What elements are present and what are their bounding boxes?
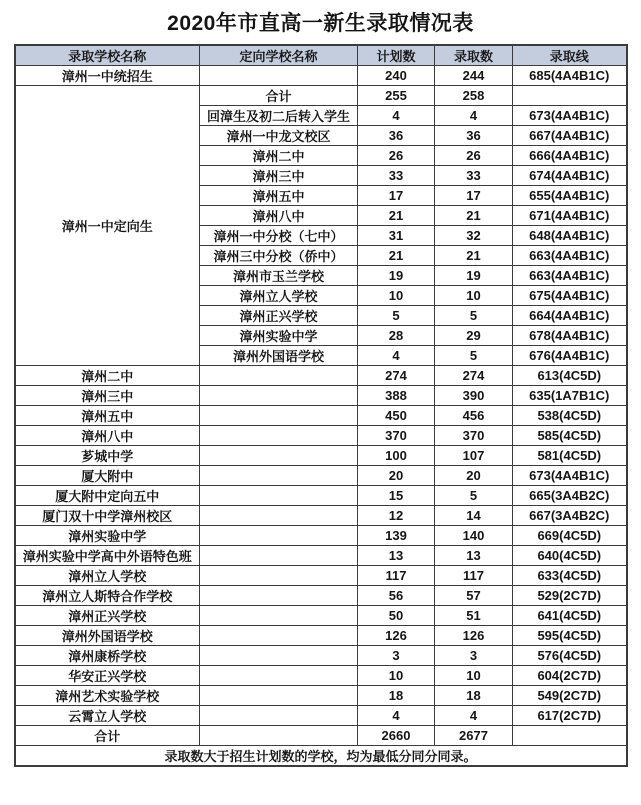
table-cell: 667(3A4B2C)	[513, 506, 627, 526]
table-cell: 21	[435, 206, 513, 226]
table-cell: 57	[435, 586, 513, 606]
table-cell: 5	[358, 306, 435, 326]
table-cell: 255	[358, 86, 435, 106]
table-cell: 29	[435, 326, 513, 346]
page-title: 2020年市直高一新生录取情况表	[167, 12, 474, 35]
table-cell: 673(4A4B1C)	[513, 466, 627, 486]
footer-note: 录取数大于招生计划数的学校，均为最低分同分同录。	[15, 746, 627, 767]
table-cell: 32	[435, 226, 513, 246]
table-cell: 漳州康桥学校	[15, 646, 200, 666]
table-cell: 回漳生及初二后转入学生	[200, 106, 358, 126]
table-cell: 漳州正兴学校	[200, 306, 358, 326]
table-cell: 3	[358, 646, 435, 666]
table-row	[15, 546, 627, 566]
table-cell: 厦门双十中学漳州校区	[15, 506, 200, 526]
table-cell: 258	[435, 86, 513, 106]
table-cell: 529(2C7D)	[513, 586, 627, 606]
table-cell: 50	[358, 606, 435, 626]
table-cell: 663(4A4B1C)	[513, 266, 627, 286]
table-cell: 华安正兴学校	[15, 666, 200, 686]
table-cell	[200, 726, 358, 746]
table-cell: 芗城中学	[15, 446, 200, 466]
table-cell: 21	[358, 246, 435, 266]
table-cell: 674(4A4B1C)	[513, 166, 627, 186]
table-cell: 漳州外国语学校	[15, 626, 200, 646]
table-cell: 漳州实验中学高中外语特色班	[15, 546, 200, 566]
table-cell: 5	[435, 306, 513, 326]
table-cell: 100	[358, 446, 435, 466]
table-cell: 678(4A4B1C)	[513, 326, 627, 346]
column-header: 录取数	[435, 45, 513, 66]
table-cell: 274	[358, 366, 435, 386]
table-cell: 663(4A4B1C)	[513, 246, 627, 266]
table-cell: 36	[358, 126, 435, 146]
table-cell	[200, 406, 358, 426]
table-row	[15, 486, 627, 506]
table-cell: 3	[435, 646, 513, 666]
table-cell: 28	[358, 326, 435, 346]
table-row	[15, 366, 627, 386]
table-cell: 漳州立人学校	[200, 286, 358, 306]
table-cell: 456	[435, 406, 513, 426]
table-cell: 617(2C7D)	[513, 706, 627, 726]
footer-note-row	[15, 746, 627, 767]
table-row	[15, 86, 627, 106]
table-row	[15, 386, 627, 406]
table-cell: 19	[358, 266, 435, 286]
table-cell: 685(4A4B1C)	[513, 66, 627, 86]
group-cell: 漳州一中定向生	[15, 86, 200, 366]
table-row	[15, 686, 627, 706]
table-cell: 117	[435, 566, 513, 586]
table-row	[15, 426, 627, 446]
table-cell: 675(4A4B1C)	[513, 286, 627, 306]
table-cell: 21	[358, 206, 435, 226]
table-cell	[200, 486, 358, 506]
table-cell: 126	[358, 626, 435, 646]
table-cell: 漳州立人学校	[15, 566, 200, 586]
table-cell	[513, 86, 627, 106]
table-cell: 漳州三中	[200, 166, 358, 186]
table-footer	[15, 746, 627, 767]
table-cell: 635(1A7B1C)	[513, 386, 627, 406]
table-cell: 117	[358, 566, 435, 586]
table-cell: 595(4C5D)	[513, 626, 627, 646]
table-cell: 33	[358, 166, 435, 186]
table-cell	[200, 546, 358, 566]
table-cell: 2660	[358, 726, 435, 746]
table-cell: 14	[435, 506, 513, 526]
table-cell: 388	[358, 386, 435, 406]
table-row	[15, 446, 627, 466]
table-cell: 19	[435, 266, 513, 286]
table-cell: 26	[435, 146, 513, 166]
table-body	[15, 66, 627, 746]
table-row	[15, 566, 627, 586]
table-cell: 漳州正兴学校	[15, 606, 200, 626]
table-cell: 漳州外国语学校	[200, 346, 358, 366]
table-cell	[200, 686, 358, 706]
table-cell: 2677	[435, 726, 513, 746]
table-cell	[200, 586, 358, 606]
table-cell: 671(4A4B1C)	[513, 206, 627, 226]
table-cell: 581(4C5D)	[513, 446, 627, 466]
table-cell: 漳州五中	[15, 406, 200, 426]
table-cell: 17	[358, 186, 435, 206]
table-cell	[200, 666, 358, 686]
table-cell: 613(4C5D)	[513, 366, 627, 386]
table-row	[15, 726, 627, 746]
table-row	[15, 66, 627, 86]
total-row-cell: 合计	[15, 726, 200, 746]
table-cell: 139	[358, 526, 435, 546]
table-cell: 585(4C5D)	[513, 426, 627, 446]
table-cell: 17	[435, 186, 513, 206]
table-cell: 641(4C5D)	[513, 606, 627, 626]
table-cell	[200, 506, 358, 526]
table-cell: 10	[435, 286, 513, 306]
table-cell: 漳州二中	[15, 366, 200, 386]
table-cell: 676(4A4B1C)	[513, 346, 627, 366]
table-cell: 669(4C5D)	[513, 526, 627, 546]
table-cell	[200, 446, 358, 466]
table-cell: 33	[435, 166, 513, 186]
column-header: 录取线	[513, 45, 627, 66]
admissions-table	[14, 44, 628, 767]
table-cell: 5	[435, 486, 513, 506]
table-cell: 604(2C7D)	[513, 666, 627, 686]
table-cell	[513, 726, 627, 746]
table-cell: 合计	[200, 86, 358, 106]
table-cell: 107	[435, 446, 513, 466]
table-cell: 673(4A4B1C)	[513, 106, 627, 126]
table-cell: 370	[358, 426, 435, 446]
table-row	[15, 646, 627, 666]
table-row	[15, 666, 627, 686]
table-cell: 31	[358, 226, 435, 246]
table-cell	[200, 646, 358, 666]
table-cell: 漳州实验中学	[200, 326, 358, 346]
table-cell	[200, 366, 358, 386]
table-cell: 126	[435, 626, 513, 646]
table-cell: 5	[435, 346, 513, 366]
table-cell: 13	[358, 546, 435, 566]
table-cell: 18	[358, 686, 435, 706]
column-header: 计划数	[358, 45, 435, 66]
table-cell: 664(4A4B1C)	[513, 306, 627, 326]
table-cell: 450	[358, 406, 435, 426]
table-cell: 漳州三中	[15, 386, 200, 406]
table-cell: 370	[435, 426, 513, 446]
table-cell: 云霄立人学校	[15, 706, 200, 726]
table-cell: 21	[435, 246, 513, 266]
table-cell: 633(4C5D)	[513, 566, 627, 586]
table-cell: 12	[358, 506, 435, 526]
table-cell: 666(4A4B1C)	[513, 146, 627, 166]
table-cell: 厦大附中	[15, 466, 200, 486]
table-cell: 10	[358, 286, 435, 306]
table-cell: 4	[358, 346, 435, 366]
table-cell	[200, 386, 358, 406]
table-header	[15, 45, 627, 66]
table-cell: 漳州市玉兰学校	[200, 266, 358, 286]
table-cell: 640(4C5D)	[513, 546, 627, 566]
table-cell: 漳州一中分校（七中）	[200, 226, 358, 246]
table-cell: 厦大附中定向五中	[15, 486, 200, 506]
table-cell: 漳州五中	[200, 186, 358, 206]
table-cell: 36	[435, 126, 513, 146]
table-cell: 665(3A4B2C)	[513, 486, 627, 506]
table-cell: 漳州二中	[200, 146, 358, 166]
table-cell: 140	[435, 526, 513, 546]
table-row	[15, 406, 627, 426]
table-cell: 244	[435, 66, 513, 86]
header-row	[15, 45, 627, 66]
table-cell: 漳州一中统招生	[15, 66, 200, 86]
table-row	[15, 706, 627, 726]
table-cell: 655(4A4B1C)	[513, 186, 627, 206]
column-header: 录取学校名称	[15, 45, 200, 66]
column-header: 定向学校名称	[200, 45, 358, 66]
table-cell	[200, 606, 358, 626]
table-row	[15, 606, 627, 626]
table-cell: 13	[435, 546, 513, 566]
table-cell: 漳州艺术实验学校	[15, 686, 200, 706]
table-cell: 18	[435, 686, 513, 706]
table-row	[15, 466, 627, 486]
table-cell: 4	[358, 106, 435, 126]
table-row	[15, 586, 627, 606]
table-cell: 549(2C7D)	[513, 686, 627, 706]
table-row	[15, 506, 627, 526]
table-cell: 10	[435, 666, 513, 686]
table-cell: 漳州八中	[200, 206, 358, 226]
table-cell: 4	[358, 706, 435, 726]
table-cell: 648(4A4B1C)	[513, 226, 627, 246]
table-cell: 538(4C5D)	[513, 406, 627, 426]
table-row	[15, 626, 627, 646]
table-cell	[200, 626, 358, 646]
table-cell: 漳州实验中学	[15, 526, 200, 546]
table-cell: 56	[358, 586, 435, 606]
table-cell: 20	[435, 466, 513, 486]
table-cell: 26	[358, 146, 435, 166]
table-cell: 10	[358, 666, 435, 686]
table-cell: 4	[435, 106, 513, 126]
table-cell: 274	[435, 366, 513, 386]
table-cell: 390	[435, 386, 513, 406]
table-cell	[200, 66, 358, 86]
table-cell: 20	[358, 466, 435, 486]
table-cell: 51	[435, 606, 513, 626]
table-cell: 240	[358, 66, 435, 86]
table-cell: 漳州三中分校（侨中）	[200, 246, 358, 266]
table-cell	[200, 526, 358, 546]
table-cell: 4	[435, 706, 513, 726]
table-cell: 漳州一中龙文校区	[200, 126, 358, 146]
table-cell	[200, 566, 358, 586]
table-cell: 576(4C5D)	[513, 646, 627, 666]
table-cell	[200, 706, 358, 726]
table-cell: 15	[358, 486, 435, 506]
table-cell	[200, 426, 358, 446]
table-cell: 667(4A4B1C)	[513, 126, 627, 146]
table-cell: 漳州八中	[15, 426, 200, 446]
table-row	[15, 526, 627, 546]
table-cell	[200, 466, 358, 486]
table-cell: 漳州立人斯特合作学校	[15, 586, 200, 606]
